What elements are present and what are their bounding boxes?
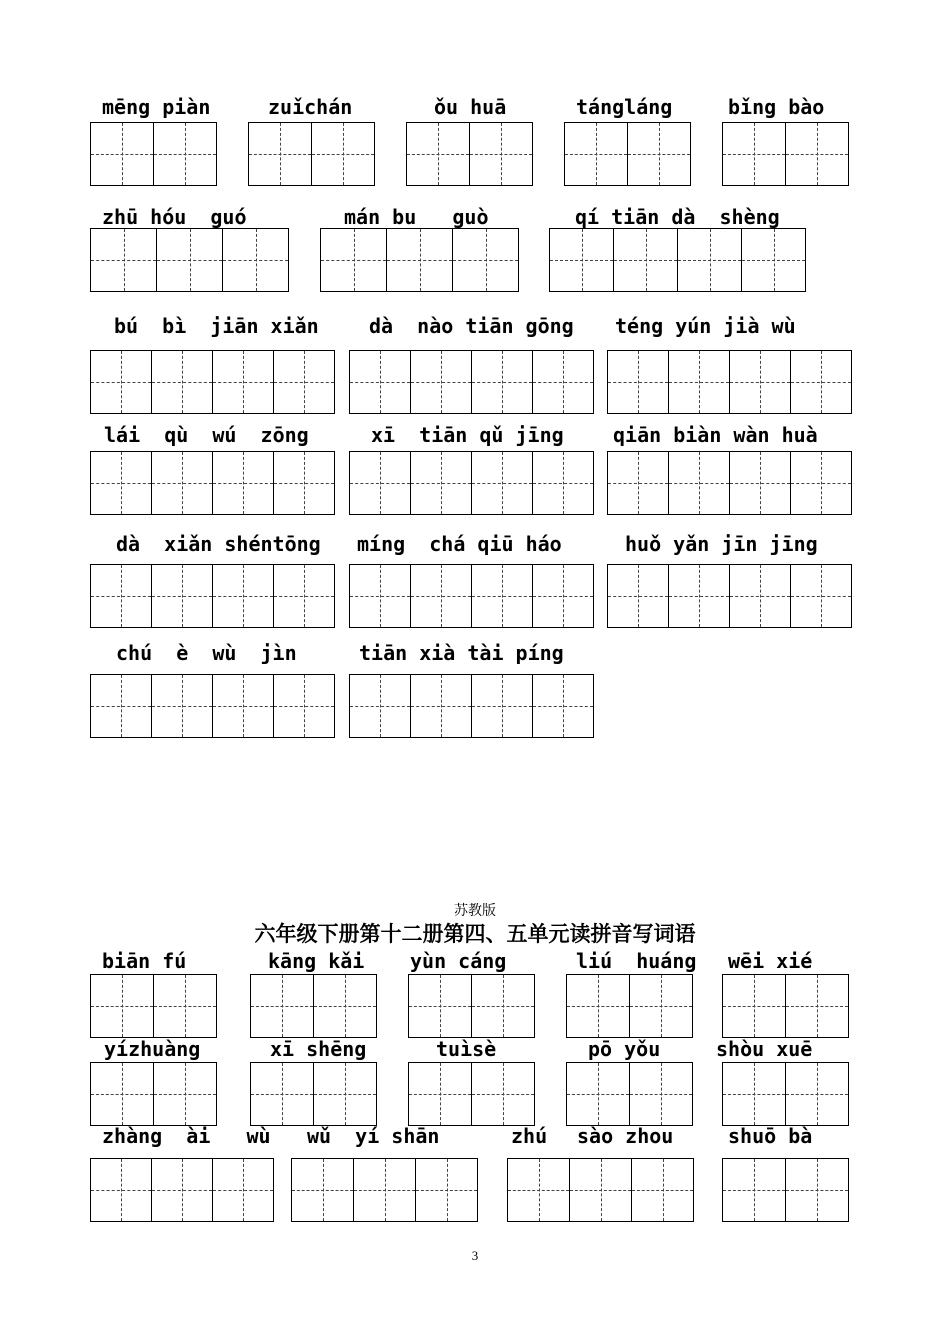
pinyin-label: bǐng bào — [728, 95, 825, 119]
char-cell[interactable] — [608, 565, 669, 627]
char-cell[interactable] — [350, 565, 411, 627]
char-cell[interactable] — [91, 975, 154, 1037]
char-cell[interactable] — [154, 123, 217, 185]
pinyin-label: xī tiān qǔ jīng — [371, 423, 564, 447]
char-grid[interactable] — [722, 974, 849, 1038]
pinyin-label: dà nào tiān gōng — [369, 314, 574, 338]
char-cell[interactable] — [533, 675, 594, 737]
pinyin-label: pō yǒu — [588, 1037, 661, 1061]
char-grid[interactable] — [90, 350, 335, 414]
char-cell[interactable] — [152, 1159, 213, 1221]
char-cell[interactable] — [730, 452, 791, 514]
char-cell[interactable] — [409, 975, 472, 1037]
char-cell[interactable] — [314, 975, 377, 1037]
char-cell[interactable] — [154, 975, 217, 1037]
char-cell[interactable] — [472, 565, 533, 627]
pinyin-label: téng yún jià wù — [615, 314, 796, 338]
char-cell[interactable] — [669, 351, 730, 413]
char-cell[interactable] — [407, 123, 470, 185]
char-cell[interactable] — [213, 1159, 274, 1221]
char-cell[interactable] — [472, 675, 533, 737]
char-grid[interactable] — [349, 451, 594, 515]
char-grid[interactable] — [349, 674, 594, 738]
pinyin-label: shòu xuē — [716, 1037, 813, 1061]
pinyin-label: xī shēng — [270, 1037, 367, 1061]
char-cell[interactable] — [472, 351, 533, 413]
char-grid[interactable] — [549, 228, 806, 292]
pinyin-label: mán bu guò — [344, 205, 489, 229]
char-grid[interactable] — [250, 974, 377, 1038]
pinyin-label: tuìsè — [436, 1037, 497, 1061]
char-cell[interactable] — [292, 1159, 354, 1221]
char-cell[interactable] — [786, 123, 849, 185]
char-cell[interactable] — [723, 1159, 786, 1221]
char-grid[interactable] — [349, 564, 594, 628]
char-grid[interactable] — [320, 228, 519, 292]
char-grid[interactable] — [722, 1158, 849, 1222]
char-cell[interactable] — [409, 1063, 472, 1125]
char-cell[interactable] — [472, 975, 535, 1037]
char-cell[interactable] — [91, 452, 152, 514]
pinyin-label: sào zhou — [577, 1124, 674, 1148]
char-cell[interactable] — [550, 229, 614, 291]
char-grid[interactable] — [291, 1158, 478, 1222]
pinyin-label: kāng kǎi — [268, 949, 365, 973]
pinyin-label: shuō bà — [728, 1124, 813, 1148]
char-cell[interactable] — [533, 452, 594, 514]
pinyin-label: wēi xié — [728, 949, 813, 973]
char-cell[interactable] — [274, 675, 335, 737]
char-cell[interactable] — [723, 975, 786, 1037]
char-cell[interactable] — [791, 452, 852, 514]
char-grid[interactable] — [90, 122, 217, 186]
char-grid[interactable] — [250, 1062, 377, 1126]
pinyin-label: bú bì jiān xiǎn — [114, 314, 319, 338]
pinyin-label: liú huáng — [576, 949, 697, 973]
char-cell[interactable] — [786, 975, 849, 1037]
char-cell[interactable] — [213, 351, 274, 413]
pinyin-label: ǒu huā — [434, 95, 507, 119]
char-cell[interactable] — [274, 351, 335, 413]
char-cell[interactable] — [312, 123, 375, 185]
char-cell[interactable] — [274, 565, 335, 627]
char-cell[interactable] — [157, 229, 223, 291]
char-cell[interactable] — [730, 351, 791, 413]
char-grid[interactable] — [607, 350, 852, 414]
char-grid[interactable] — [90, 228, 289, 292]
char-grid[interactable] — [248, 122, 375, 186]
pinyin-label: dà xiǎn shéntōng — [116, 532, 321, 556]
char-cell[interactable] — [213, 565, 274, 627]
char-grid[interactable] — [406, 122, 533, 186]
char-grid[interactable] — [566, 1062, 693, 1126]
char-grid[interactable] — [507, 1158, 694, 1222]
pinyin-label: zhū hóu guó — [102, 205, 247, 229]
char-grid[interactable] — [607, 564, 852, 628]
char-cell[interactable] — [614, 229, 678, 291]
char-cell[interactable] — [786, 1159, 849, 1221]
char-cell[interactable] — [567, 975, 630, 1037]
char-cell[interactable] — [723, 123, 786, 185]
pinyin-label: lái qù wú zōng — [104, 423, 309, 447]
char-cell[interactable] — [249, 123, 312, 185]
pinyin-label: zhú — [511, 1124, 548, 1148]
char-cell[interactable] — [628, 123, 691, 185]
char-cell[interactable] — [508, 1159, 570, 1221]
pinyin-label: chú è wù jìn — [116, 641, 297, 665]
char-cell[interactable] — [251, 1063, 314, 1125]
char-cell[interactable] — [152, 675, 213, 737]
char-cell[interactable] — [350, 452, 411, 514]
char-cell[interactable] — [630, 1063, 693, 1125]
char-grid[interactable] — [90, 1158, 274, 1222]
publisher-label: 苏教版 — [454, 903, 496, 919]
pinyin-label: tángláng — [576, 95, 673, 119]
char-cell[interactable] — [91, 565, 152, 627]
char-cell[interactable] — [565, 123, 628, 185]
char-cell[interactable] — [91, 123, 154, 185]
pinyin-label: huǒ yǎn jīn jīng — [625, 532, 818, 556]
char-cell[interactable] — [742, 229, 806, 291]
char-cell[interactable] — [791, 565, 852, 627]
char-grid[interactable] — [90, 974, 217, 1038]
pinyin-label: tiān xià tài píng — [359, 641, 564, 665]
char-cell[interactable] — [411, 675, 472, 737]
char-cell[interactable] — [608, 452, 669, 514]
page-number: 3 — [471, 1248, 479, 1263]
char-cell[interactable] — [350, 675, 411, 737]
char-cell[interactable] — [91, 675, 152, 737]
char-grid[interactable] — [90, 451, 335, 515]
pinyin-label: biān fú — [102, 949, 187, 973]
char-cell[interactable] — [570, 1159, 632, 1221]
char-grid[interactable] — [349, 350, 594, 414]
char-cell[interactable] — [472, 452, 533, 514]
char-cell[interactable] — [91, 1063, 154, 1125]
char-cell[interactable] — [314, 1063, 377, 1125]
char-grid[interactable] — [722, 1062, 849, 1126]
pinyin-label: qí tiān dà shèng — [575, 205, 780, 229]
char-grid[interactable] — [564, 122, 691, 186]
char-cell[interactable] — [154, 1063, 217, 1125]
char-cell[interactable] — [567, 1063, 630, 1125]
char-grid[interactable] — [90, 674, 335, 738]
char-cell[interactable] — [630, 975, 693, 1037]
char-cell[interactable] — [472, 1063, 535, 1125]
char-cell[interactable] — [723, 1063, 786, 1125]
char-cell[interactable] — [632, 1159, 694, 1221]
char-grid[interactable] — [90, 1062, 217, 1126]
char-cell[interactable] — [453, 229, 519, 291]
char-cell[interactable] — [533, 565, 594, 627]
pinyin-label: míng chá qiū háo — [357, 532, 562, 556]
char-cell[interactable] — [354, 1159, 416, 1221]
char-cell[interactable] — [91, 229, 157, 291]
char-cell[interactable] — [274, 452, 335, 514]
char-cell[interactable] — [387, 229, 453, 291]
char-grid[interactable] — [607, 451, 852, 515]
pinyin-label: mēng piàn — [102, 95, 211, 119]
char-cell[interactable] — [669, 452, 730, 514]
char-grid[interactable] — [408, 974, 535, 1038]
char-cell[interactable] — [470, 123, 533, 185]
char-cell[interactable] — [152, 565, 213, 627]
char-cell[interactable] — [416, 1159, 478, 1221]
char-grid[interactable] — [722, 122, 849, 186]
char-cell[interactable] — [411, 351, 472, 413]
char-cell[interactable] — [213, 452, 274, 514]
char-cell[interactable] — [91, 1159, 152, 1221]
char-cell[interactable] — [411, 452, 472, 514]
char-grid[interactable] — [566, 974, 693, 1038]
char-cell[interactable] — [251, 975, 314, 1037]
char-grid[interactable] — [408, 1062, 535, 1126]
char-cell[interactable] — [152, 452, 213, 514]
char-cell[interactable] — [91, 351, 152, 413]
char-cell[interactable] — [223, 229, 289, 291]
pinyin-label: yùn cáng — [410, 949, 507, 973]
char-cell[interactable] — [533, 351, 594, 413]
char-cell[interactable] — [786, 1063, 849, 1125]
pinyin-label: zuǐchán — [268, 95, 353, 119]
char-grid[interactable] — [90, 564, 335, 628]
pinyin-label: wǔ yí shān — [307, 1124, 440, 1148]
char-cell[interactable] — [152, 351, 213, 413]
char-cell[interactable] — [791, 351, 852, 413]
page-title: 六年级下册第十二册第四、五单元读拼音写词语 — [254, 922, 696, 946]
pinyin-label: zhàng ài wù — [102, 1124, 271, 1148]
pinyin-label: qiān biàn wàn huà — [613, 423, 818, 447]
char-cell[interactable] — [350, 351, 411, 413]
char-cell[interactable] — [669, 565, 730, 627]
pinyin-label: yízhuàng — [104, 1037, 201, 1061]
char-cell[interactable] — [213, 675, 274, 737]
char-cell[interactable] — [730, 565, 791, 627]
char-cell[interactable] — [321, 229, 387, 291]
char-cell[interactable] — [411, 565, 472, 627]
char-cell[interactable] — [678, 229, 742, 291]
char-cell[interactable] — [608, 351, 669, 413]
